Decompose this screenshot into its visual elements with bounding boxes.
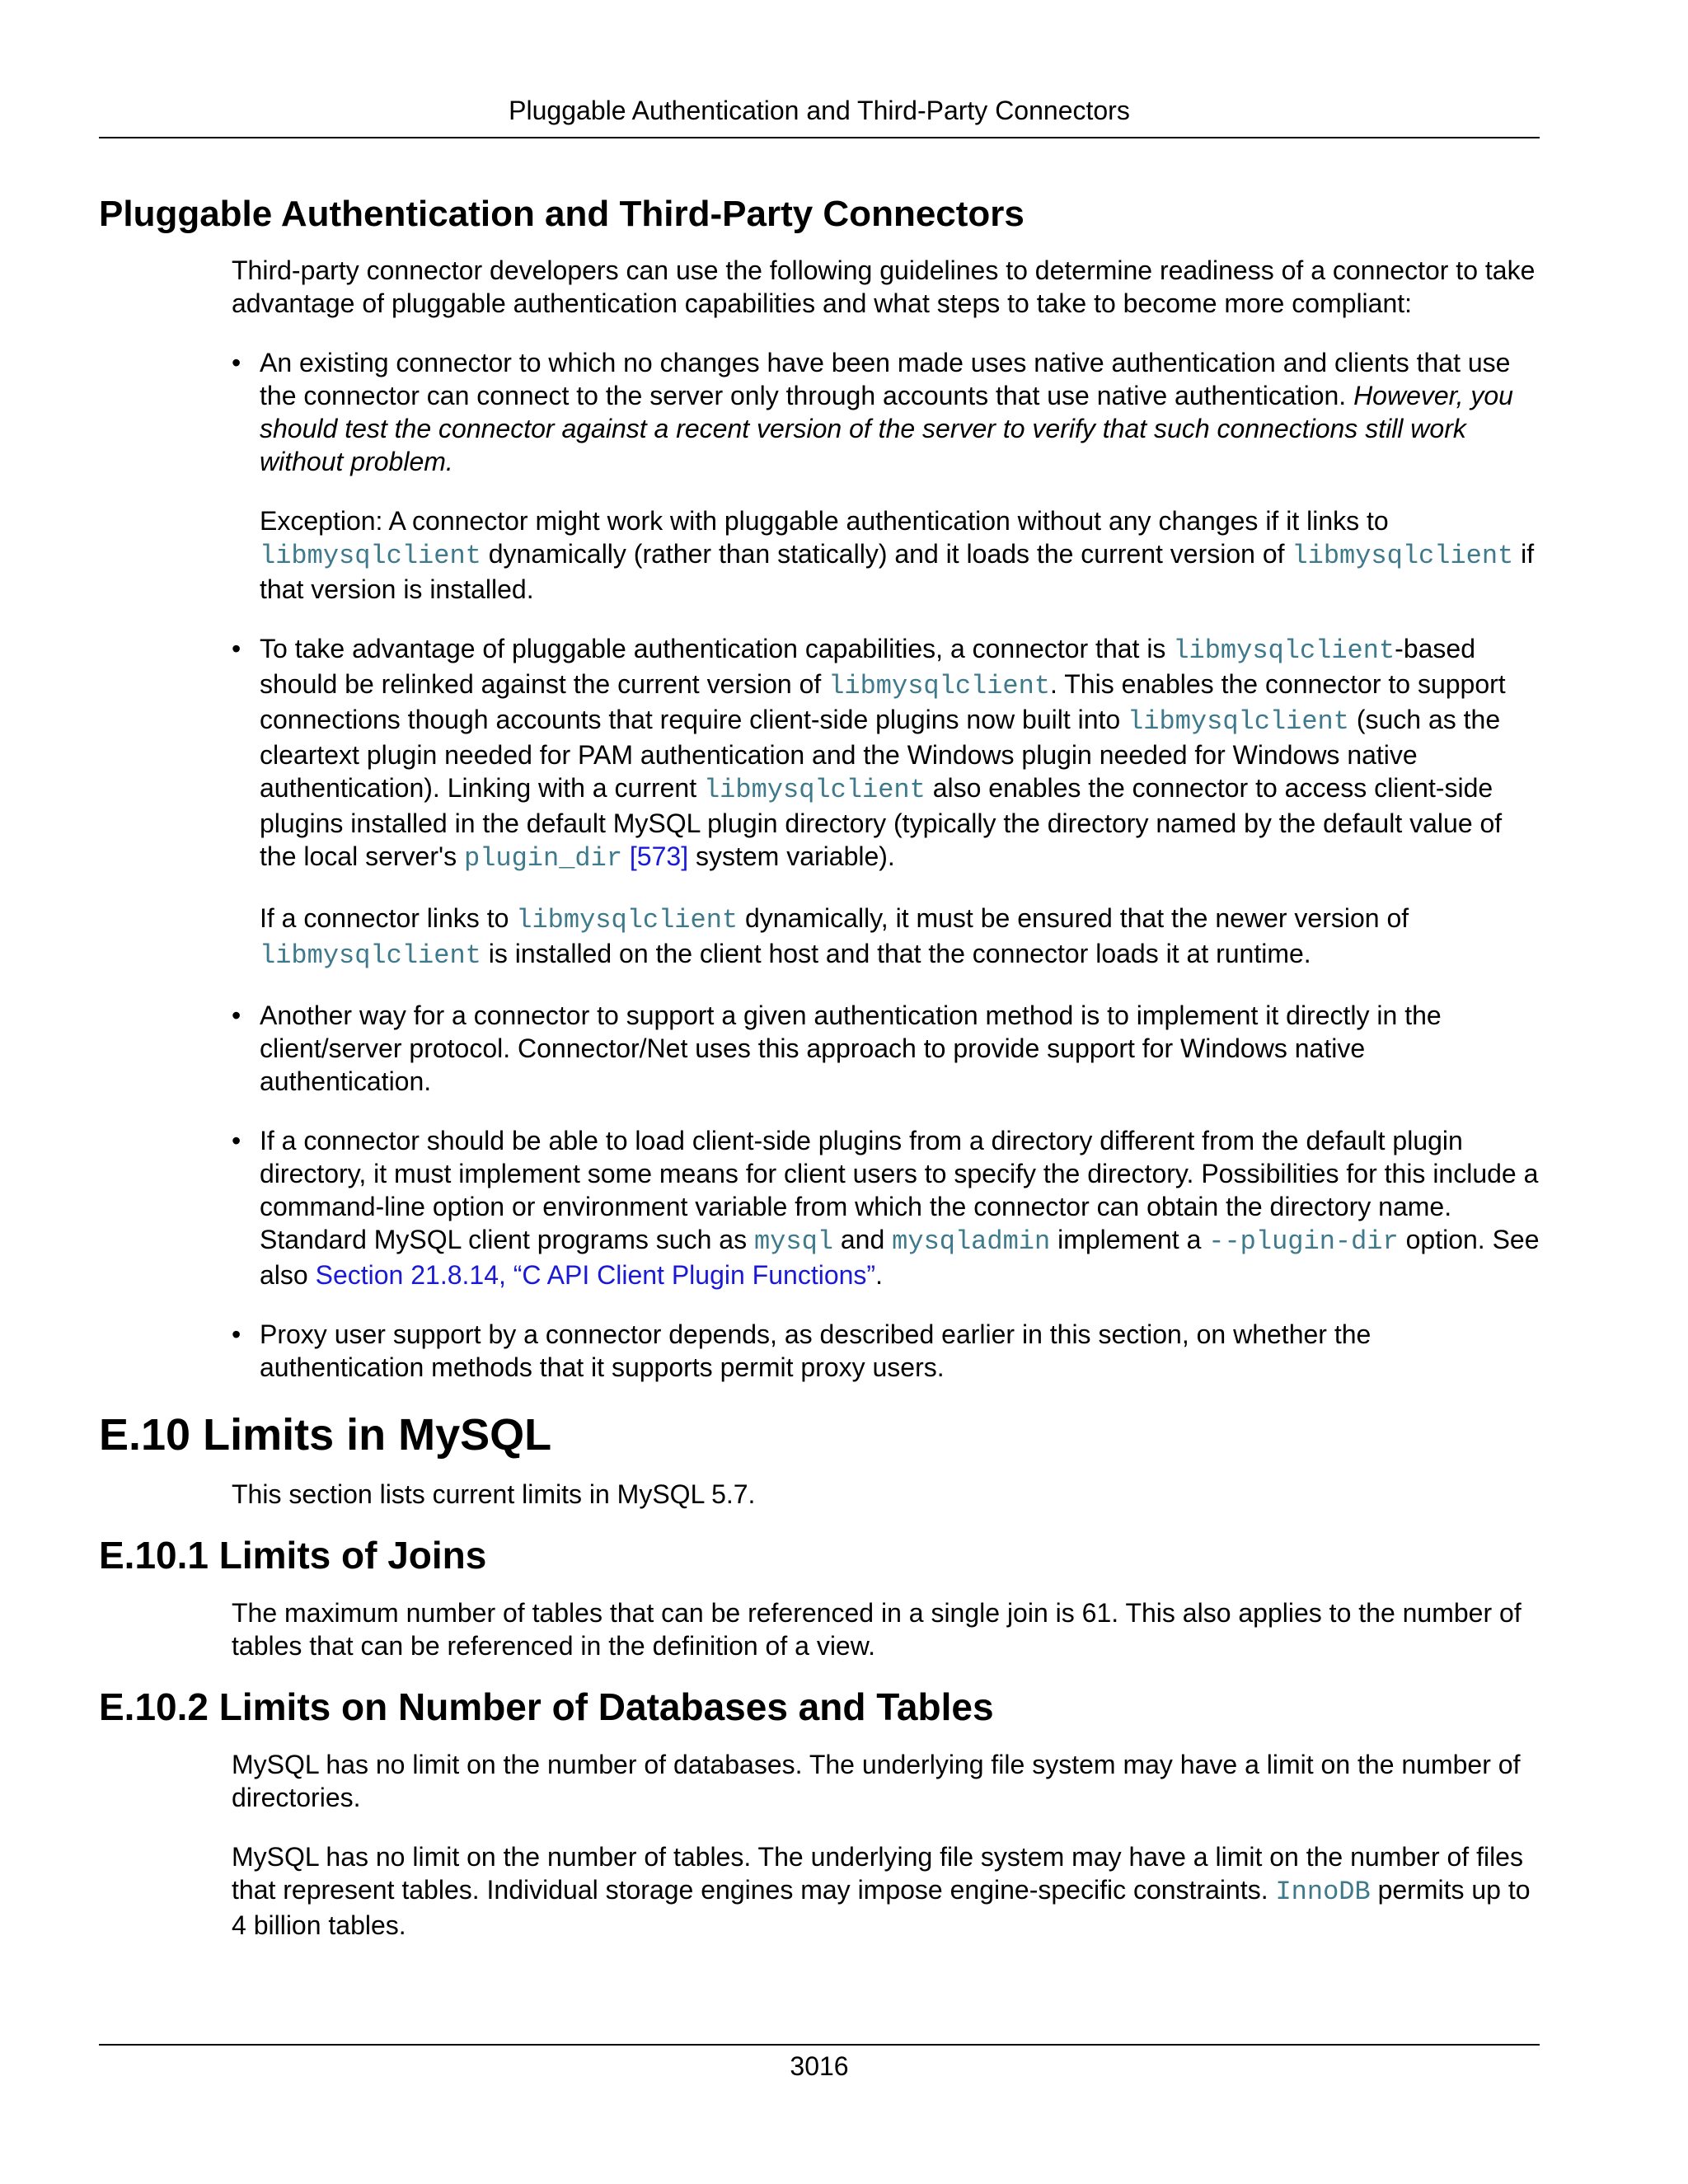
bullet-2-dynamic-link: If a connector links to libmysqlclient dynamically, it must be ensured that the newer version of libmysqlclient is installed on the client host and that the connector loads it at runtime. (260, 903, 1409, 971)
bullet-icon: • (232, 634, 241, 663)
code-plugin-dir-option-link[interactable]: --plugin-dir (1208, 1226, 1399, 1257)
bullet-1-emphasis: However, you should test the connector against a recent version of the server to verify that such connections still work without problem. (260, 381, 1513, 476)
bullet-2-text: To take advantage of pluggable authentication capabilities, a connector that is libmysqlclient-based should be relinked against the current version of libmysqlclient. This enables the connector to support connections though accounts that require client-side plugins now built into libmysqlclient (such as the cleartext plugin needed for PAM authentication and the Windows plugin needed for Windows native authentication). Linking with a current libmysqlclient also enables the connector to access client-side plugins installed in the default MySQL plugin directory (typically the directory named by the default value of the local server's plugin_dir [573] system variable). (260, 634, 1506, 874)
footer-rule (99, 2044, 1540, 2046)
section-heading-e10: E.10 Limits in MySQL (99, 1410, 552, 1460)
plugin-dir-ref-link[interactable]: [573] (629, 841, 689, 871)
e10-2-paragraph-2: MySQL has no limit on the number of tables. The underlying file system may have a limit on the number of files that represent tables. Individual storage engines may impose engine-specific constraints. InnoDB permits up to 4 billion tables. (232, 1842, 1531, 1940)
e10-1-text: The maximum number of tables that can be referenced in a single join is 61. This also applies to the number of tables that can be referenced in the definition of a view. (232, 1598, 1522, 1661)
running-header: Pluggable Authentication and Third-Party Connectors (509, 96, 1130, 125)
section-heading-e10-2: E.10.2 Limits on Number of Databases and Tables (99, 1685, 994, 1728)
list-item (232, 1318, 1540, 1384)
bullet-icon: • (232, 1001, 241, 1030)
bullet-icon: • (232, 1126, 241, 1155)
page-number: 3016 (790, 2051, 849, 2081)
header-rule (99, 137, 1540, 138)
code-innodb-link[interactable]: InnoDB (1275, 1877, 1371, 1907)
list-item (232, 1124, 1540, 1291)
bullet-icon: • (232, 1319, 241, 1349)
code-plugin-dir-link[interactable]: plugin_dir (463, 843, 623, 874)
bullet-1-text: An existing connector to which no changes have been made uses native authentication and clients that use the connector can connect to the server only through accounts that use native authentication. However, you should test the connector against a recent version of the server to verify that such connections still work without problem. (260, 348, 1513, 476)
bullet-3-text: Another way for a connector to support a given authentication method is to implement it directly in the client/server protocol. Connector/Net uses this approach to provide support for Windows native authentication. (260, 1001, 1442, 1096)
e10-2-paragraph-1: MySQL has no limit on the number of databases. The underlying file system may have a limit on the number of directories. (232, 1750, 1521, 1812)
code-libmysqlclient: libmysqlclient (703, 775, 926, 805)
bullet-1-exception: Exception: A connector might work with pluggable authentication without any changes if it links to libmysqlclient dynamically (rather than statically) and it loads the current version of libmysqlclient if that version is installed. (260, 506, 1535, 604)
bullet-icon: • (232, 348, 241, 377)
code-libmysqlclient: libmysqlclient (1292, 541, 1514, 571)
code-libmysqlclient: libmysqlclient (828, 671, 1051, 701)
code-libmysqlclient: libmysqlclient (1173, 635, 1395, 666)
bullet-5-text: Proxy user support by a connector depends, as described earlier in this section, on whether the authentication methods that it supports permit proxy users. (260, 1319, 1372, 1382)
list-item (232, 999, 1540, 1098)
code-mysql-link[interactable]: mysql (753, 1226, 833, 1257)
code-libmysqlclient: libmysqlclient (1128, 706, 1349, 737)
intro-paragraph: Third-party connector developers can use the following guidelines to determine readiness of a connector to take advantage of pluggable authentication capabilities and what steps to take to become more compliant: (232, 255, 1536, 318)
code-libmysqlclient: libmysqlclient (516, 905, 738, 935)
page-content (99, 191, 1540, 1942)
section-heading-pluggable-auth: Pluggable Authentication and Third-Party Connectors (99, 194, 1025, 234)
e10-intro: This section lists current limits in MySQL 5.7. (232, 1479, 756, 1509)
section-heading-e10-1: E.10.1 Limits of Joins (99, 1534, 487, 1577)
bullet-4-text: If a connector should be able to load client-side plugins from a directory different from the default plugin directory, it must implement some means for client users to specify the directory. Possibilities for this include a command-line option or environment variable from which the connector can obtain the directory name. Standard MySQL client programs such as mysql and mysqladmin implement a --plugin-dir option. See also Section 21.8.14, “C API Client Plugin Functions”. (260, 1126, 1540, 1290)
code-libmysqlclient: libmysqlclient (260, 940, 481, 971)
code-mysqladmin-link[interactable]: mysqladmin (892, 1226, 1051, 1257)
guidelines-list (232, 346, 1540, 1384)
c-api-plugin-functions-link[interactable]: Section 21.8.14, “C API Client Plugin Functions” (315, 1260, 876, 1290)
list-item (232, 346, 1540, 606)
list-item (232, 632, 1540, 972)
code-libmysqlclient: libmysqlclient (260, 541, 481, 571)
